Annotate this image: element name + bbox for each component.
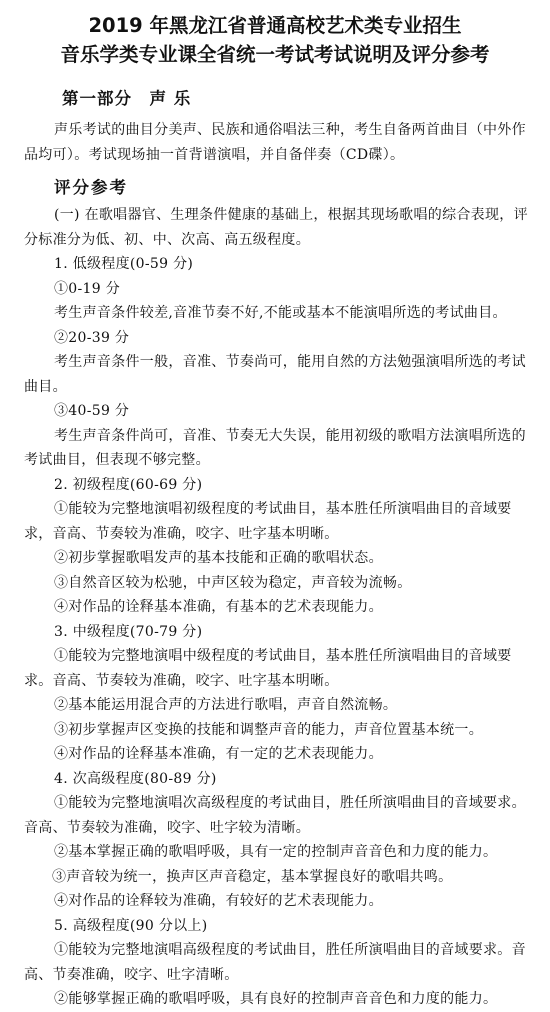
grading-body (24, 203, 536, 1012)
doc-title-line1: 2019 年黑龙江省普通高校艺术类专业招生 (88, 14, 462, 37)
grading-line: ①能较为完整地演唱次高级程度的考试曲目，胜任所演唱曲目的音域要求。音高、节奏较为准确，咬字、吐字较为清晰。 (24, 795, 526, 836)
grading-line: ①能较为完整地演唱高级程度的考试曲目，胜任所演唱曲目的音域要求。音高、节奏准确，咬字、吐字清晰。 (24, 942, 526, 983)
grading-line: 5. 高级程度(90 分以上) (54, 917, 208, 934)
grading-line: 4. 次高级程度(80-89 分) (54, 770, 217, 787)
grading-line: ①能较为完整地演唱初级程度的考试曲目，基本胜任所演唱曲目的音域要求，音高、节奏较为准确，咬字、吐字基本明晰。 (24, 501, 512, 542)
grading-line: ②初步掌握歌唱发声的基本技能和正确的歌唱状态。 (54, 550, 383, 566)
part1-body (24, 118, 534, 167)
grading-line: 1. 低级程度(0-59 分) (54, 256, 194, 272)
grading-line: 考生声音条件尚可，音准、节奏无大失误，能用初级的歌唱方法演唱所选的考试曲目，但表现不够完整。 (24, 427, 526, 468)
grading-line: ②基本能运用混合声的方法进行歌唱，声音自然流畅。 (54, 697, 398, 713)
grading-line: 3. 中级程度(70-79 分) (54, 623, 203, 640)
grading-line: ②基本掌握正确的歌唱呼吸，具有一定的控制声音音色和力度的能力。 (54, 844, 498, 860)
grading-line: ①0-19 分 (54, 280, 121, 297)
grading-line: ④对作品的诠释较为准确，有较好的艺术表现能力。 (54, 893, 383, 909)
grading-line: ③40-59 分 (54, 403, 130, 419)
grading-line: 2. 初级程度(60-69 分) (54, 476, 203, 493)
grading-line: (一) 在歌唱器官、生理条件健康的基础上，根据其现场歌唱的综合表现，评分标准分为低、初、中、次高、高五级程度。 (24, 207, 528, 248)
grading-heading: 评分参考 (54, 178, 128, 197)
grading-line: 考生声音条件较差,音准节奏不好,不能或基本不能演唱所选的考试曲目。 (54, 305, 507, 321)
grading-line: ②能够掌握正确的歌唱呼吸，具有良好的控制声音音色和力度的能力。 (54, 991, 498, 1007)
doc-title-line2: 音乐学类专业课全省统一考试考试说明及评分参考 (60, 43, 490, 66)
grading-line: ④对作品的诠释基本准确，有基本的艺术表现能力。 (54, 599, 383, 615)
part1-paragraph: 声乐考试的曲目分美声、民族和通俗唱法三种，考生自备两首曲目（中外作品均可）。考试现场抽一首背谱演唱，并自备伴奏（CD碟）。 (24, 122, 526, 163)
grading-line: ③自然音区较为松驰，中声区较为稳定，声音较为流畅。 (54, 574, 412, 591)
grading-line: ②20-39 分 (54, 329, 130, 346)
part1-heading: 第一部分 声 乐 (62, 89, 192, 108)
grading-line: ①能较为完整地演唱中级程度的考试曲目，基本胜任所演唱曲目的音域要求。音高、节奏较为准确，咬字、吐字基本明晰。 (24, 648, 512, 689)
grading-line: ③声音较为统一，换声区声音稳定，基本掌握良好的歌唱共鸣。 (52, 868, 453, 885)
grading-line: 考生声音条件一般，音准、节奏尚可，能用自然的方法勉强演唱所选的考试曲目。 (24, 354, 526, 395)
grading-line: ③初步掌握声区变换的技能和调整声音的能力，声音位置基本统一。 (54, 721, 483, 738)
grading-line: ④对作品的诠释基本准确，有一定的艺术表现能力。 (54, 746, 383, 762)
